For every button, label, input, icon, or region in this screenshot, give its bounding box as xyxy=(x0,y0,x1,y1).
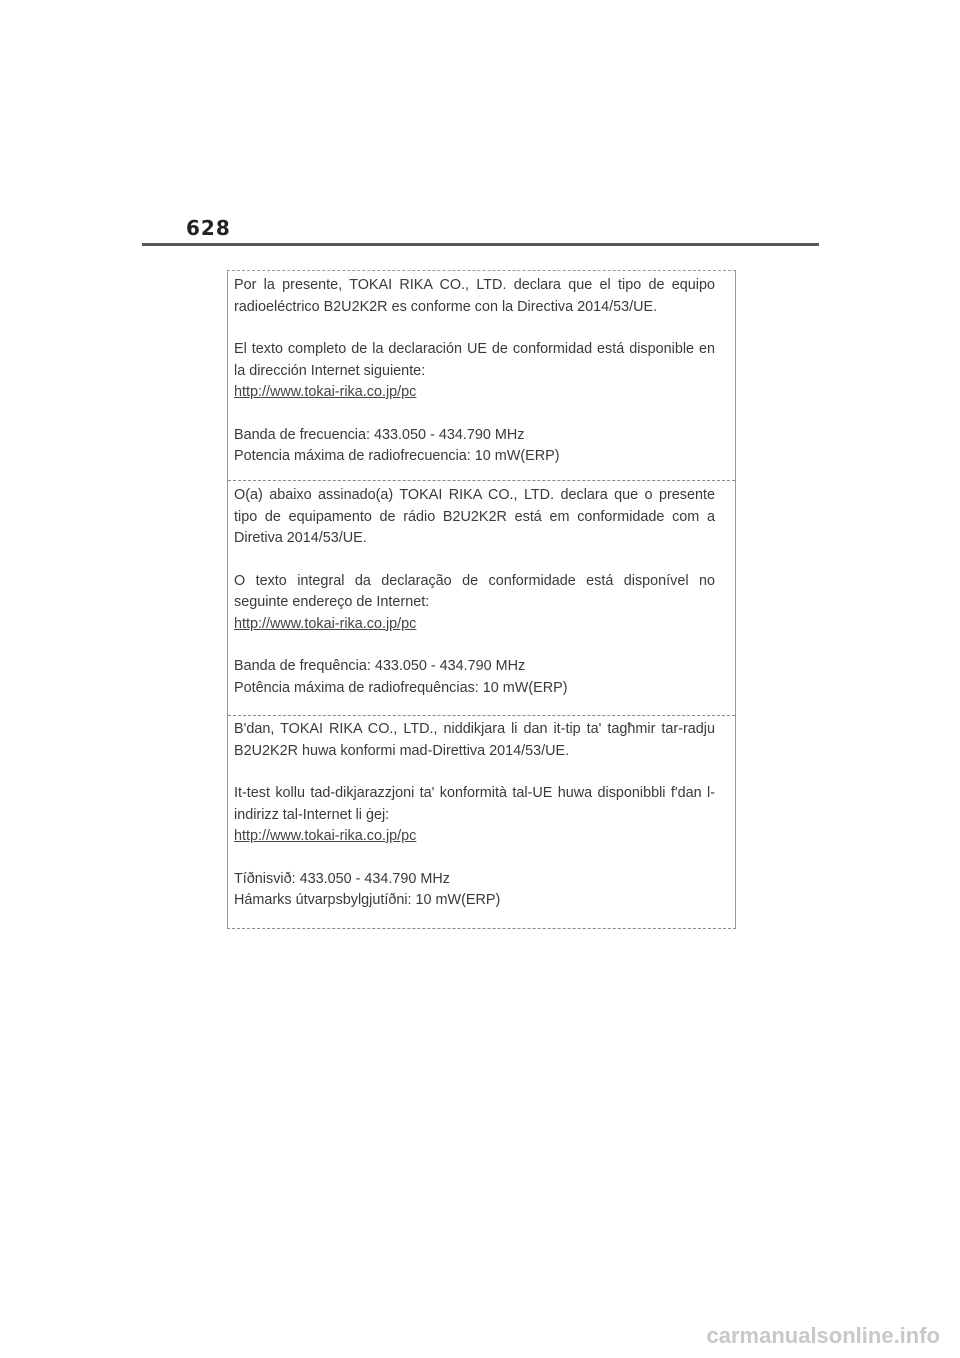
declaration-section-mt-is xyxy=(228,719,735,912)
declaration-link[interactable]: http://www.tokai-rika.co.jp/pc xyxy=(234,828,417,844)
declaration-text: O(a) abaixo assinado(a) TOKAI RIKA CO., LTD. declara que o presente tipo de equipamento de rádio B2U2K2R está em conformidade com a Diretiva 2014/53/UE. xyxy=(234,487,715,546)
frequency-band: Banda de frequência: 433.050 - 434.790 MHz xyxy=(234,658,526,674)
availability-text: O texto integral da declaração de conformidade está disponível no seguinte endereço de Internet: xyxy=(234,572,715,610)
max-power: Potencia máxima de radiofrecuencia: 10 mW(ERP) xyxy=(234,448,560,464)
section-divider xyxy=(228,480,735,481)
declaration-text: Por la presente, TOKAI RIKA CO., LTD. declara que el tipo de equipo radioeléctrico B2U2K2R es conforme con la Directiva 2014/53/UE. xyxy=(234,277,715,315)
max-power: Potência máxima de radiofrequências: 10 mW(ERP) xyxy=(234,679,568,696)
declaration-section-es xyxy=(228,275,735,468)
max-power: Hámarks útvarpsbylgjutíðni: 10 mW(ERP) xyxy=(234,892,501,908)
availability-text: It-test kollu tad-dikjarazzjoni ta' konformità tal-UE huwa disponibbli f'dan l-indirizz tal-Internet li ġej: xyxy=(234,785,715,823)
declaration-link[interactable]: http://www.tokai-rika.co.jp/pc xyxy=(234,384,417,400)
section-divider xyxy=(228,715,735,716)
availability-text: El texto completo de la declaración UE de conformidad está disponible en la dirección Internet siguiente: xyxy=(234,341,715,379)
declaration-section-pt xyxy=(228,485,735,699)
frequency-band: Banda de frecuencia: 433.050 - 434.790 MHz xyxy=(234,426,525,443)
declaration-text: B'dan, TOKAI RIKA CO., LTD., niddikjara li dan it-tip ta' tagħmir tar-radju B2U2K2R huwa konformi mad-Direttiva 2014/53/UE. xyxy=(234,721,715,759)
frequency-band: Tíðnisvið: 433.050 - 434.790 MHz xyxy=(234,870,450,887)
header-rule xyxy=(142,243,819,246)
declaration-link[interactable]: http://www.tokai-rika.co.jp/pc xyxy=(234,615,417,632)
declaration-box xyxy=(227,270,736,929)
page-number: 628 xyxy=(186,216,231,240)
watermark-logo: carmanualsonline.info xyxy=(706,1323,940,1348)
